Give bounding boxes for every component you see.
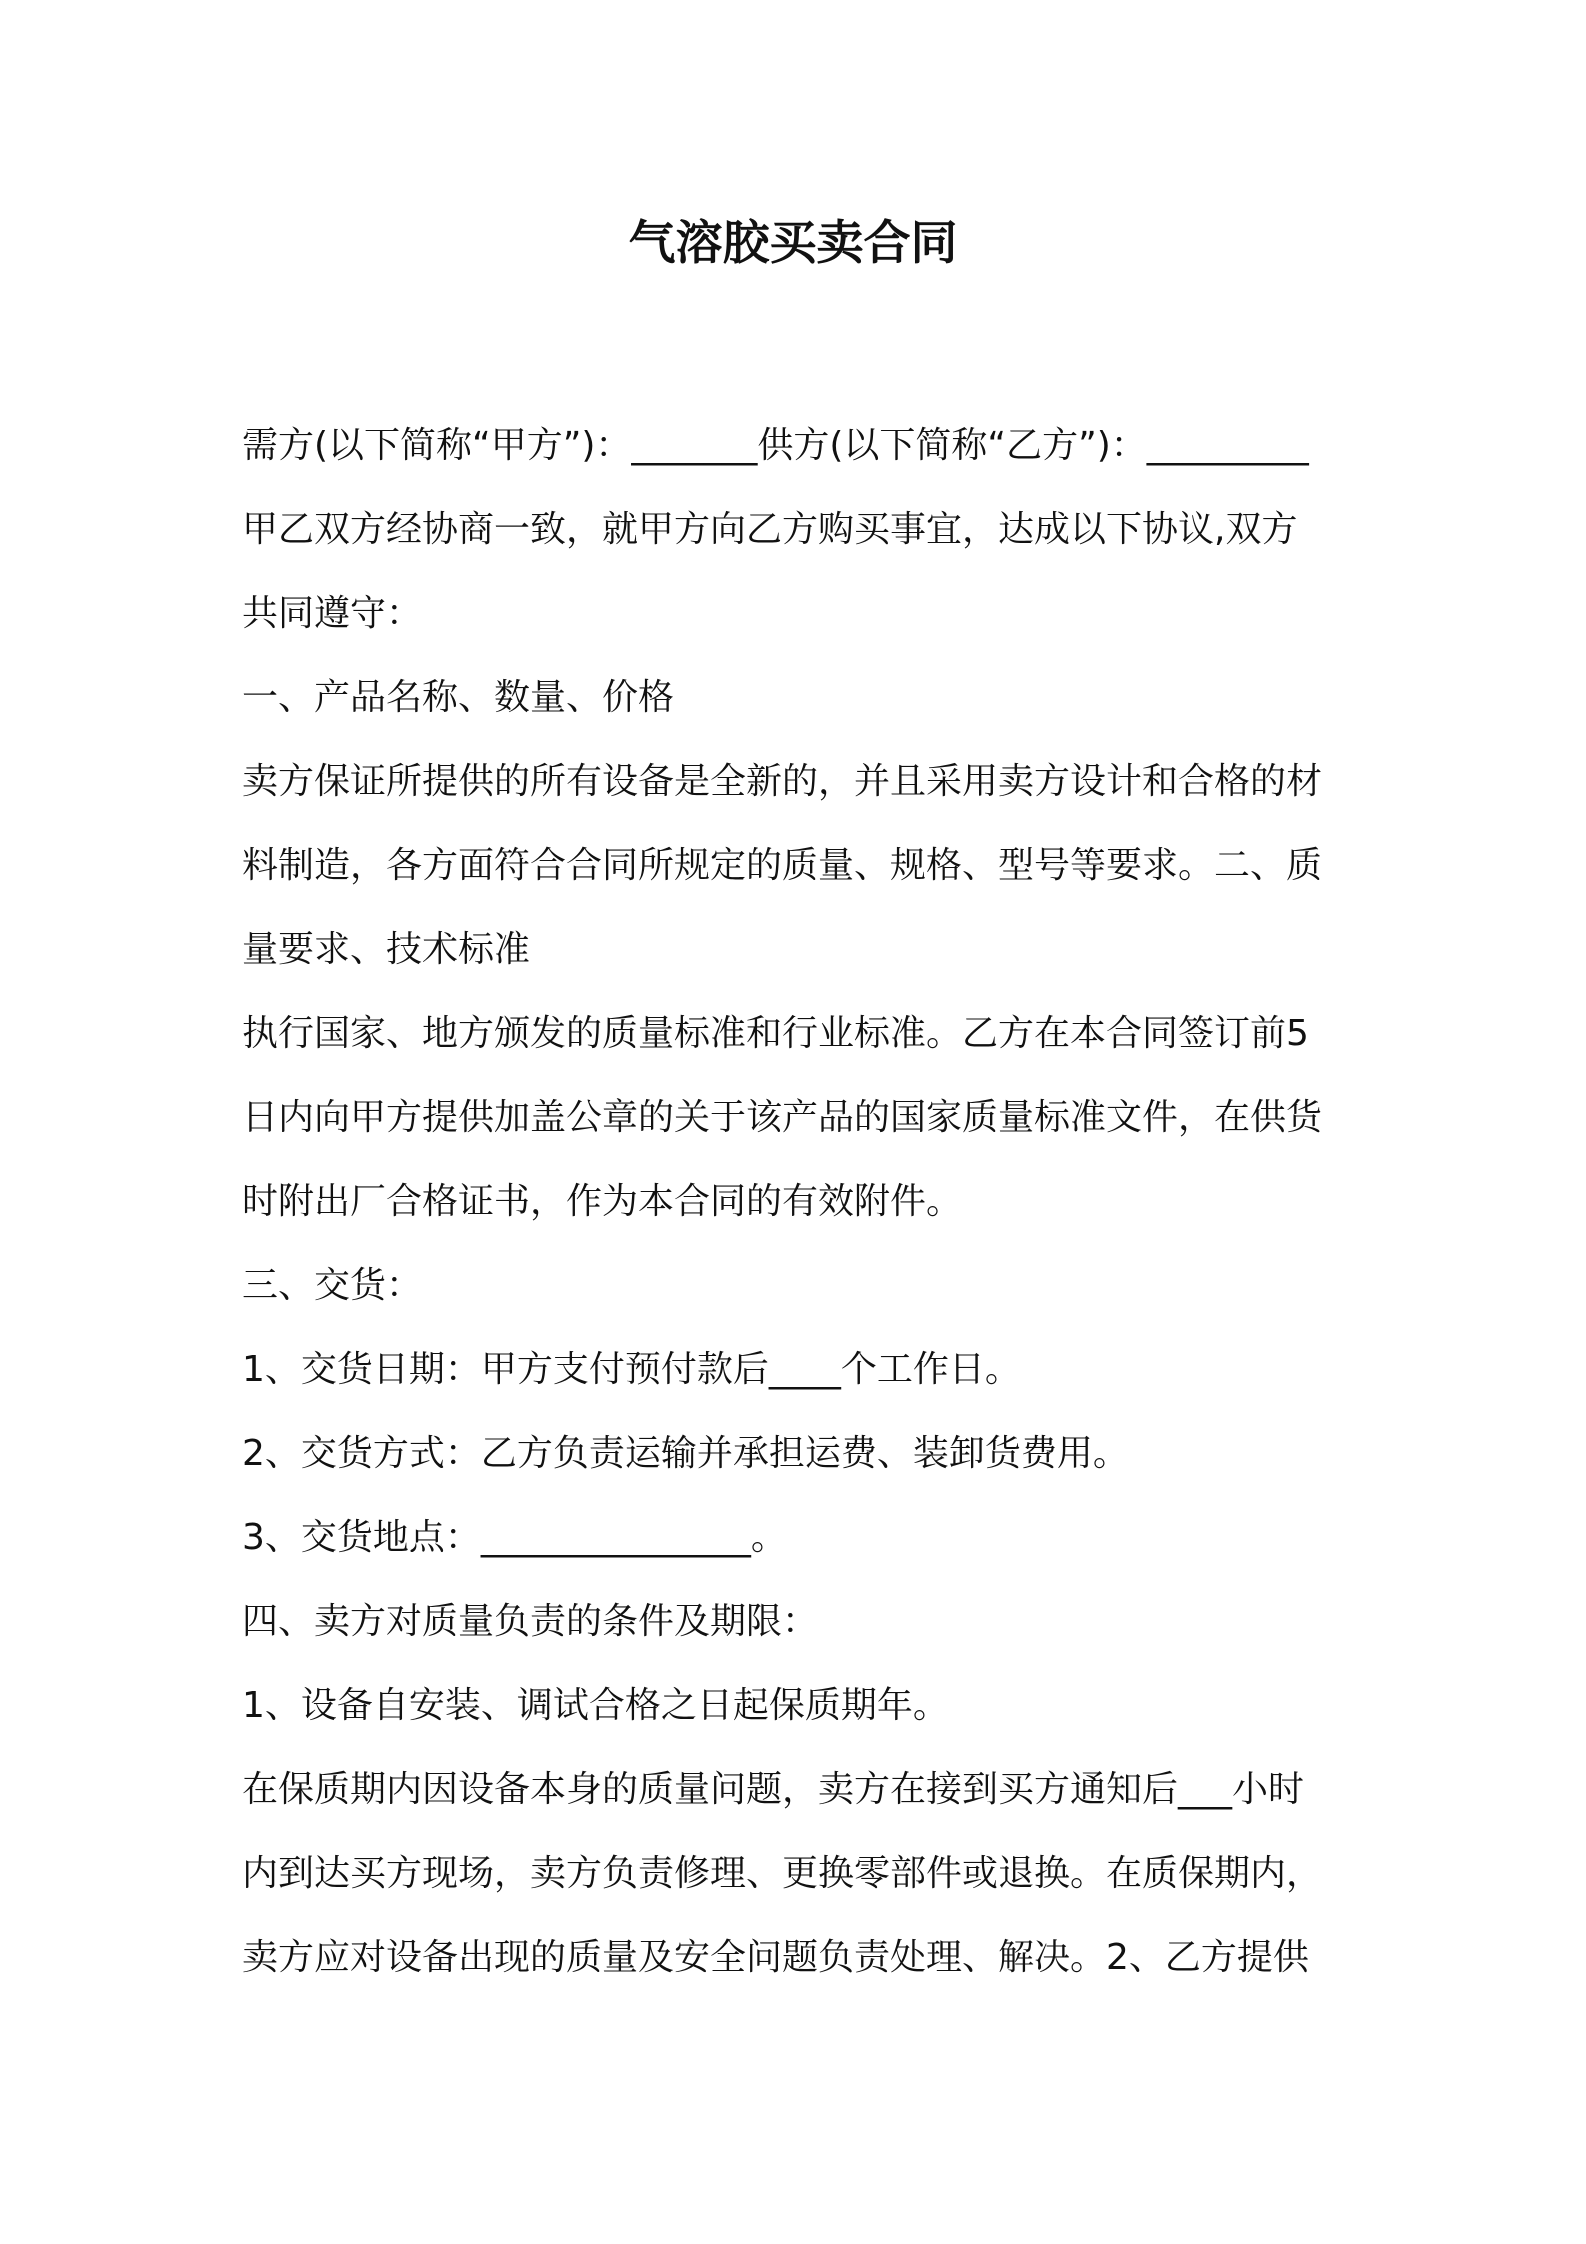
text-line: 执行国家、地方颁发的质量标准和行业标准。乙方在本合同签订前5	[242, 1013, 1309, 1054]
text-line: 3、交货地点：_______________。	[242, 1517, 787, 1558]
text-line: 时附出厂合格证书，作为本合同的有效附件。	[242, 1181, 963, 1222]
text-line: 内到达买方现场，卖方负责修理、更换零部件或退换。在质保期内，	[242, 1853, 1323, 1894]
document-body	[242, 404, 1352, 2000]
text-line: 量要求、技术标准	[242, 929, 531, 970]
section-heading: 一、产品名称、数量、价格	[242, 677, 675, 718]
text-line: 甲乙双方经协商一致，就甲方向乙方购买事宜，达成以下协议,双方	[242, 509, 1298, 550]
text-line: 日内向甲方提供加盖公章的关于该产品的国家质量标准文件，在供货	[242, 1097, 1323, 1138]
text-line: 共同遵守：	[242, 593, 423, 634]
text-line: 1、交货日期：甲方支付预付款后____个工作日。	[242, 1349, 1021, 1390]
text-line: 卖方保证所提供的所有设备是全新的，并且采用卖方设计和合格的材	[242, 761, 1323, 802]
document-title: 气溶胶买卖合同	[628, 216, 958, 271]
text-line: 2、交货方式：乙方负责运输并承担运费、装卸货费用。	[242, 1433, 1129, 1474]
text-line: 需方(以下简称“甲方”)：_______供方(以下简称“乙方”)：_________	[242, 425, 1309, 466]
section-heading: 三、交货：	[242, 1265, 423, 1306]
text-line: 在保质期内因设备本身的质量问题，卖方在接到买方通知后___小时	[242, 1769, 1305, 1810]
section-heading: 四、卖方对质量负责的条件及期限：	[242, 1601, 819, 1642]
text-line: 料制造，各方面符合合同所规定的质量、规格、型号等要求。二、质	[242, 845, 1323, 886]
text-line: 1、设备自安装、调试合格之日起保质期年。	[242, 1685, 949, 1726]
text-line: 卖方应对设备出现的质量及安全问题负责处理、解决。2、乙方提供	[242, 1937, 1309, 1978]
